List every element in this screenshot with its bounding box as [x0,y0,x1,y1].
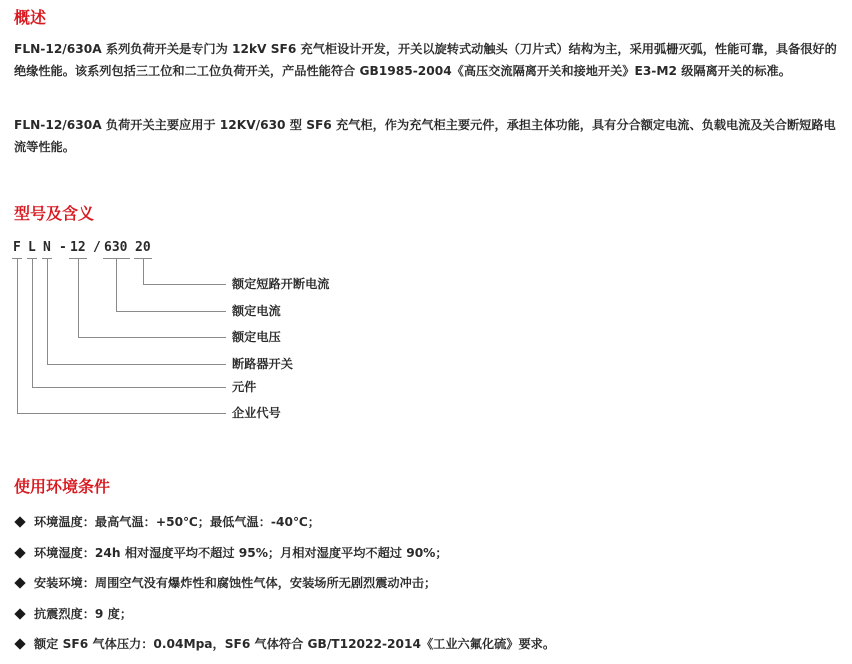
environment-item-seismic: 抗震烈度：9 度； [34,606,133,621]
connector-voltage-v [78,258,79,337]
model-code-diagram [0,230,852,430]
code-part-current: 630 [104,240,128,255]
list-item [14,572,555,603]
overview-paragraph-1: FLN-12/630A 系列负荷开关是专门为 12kV SF6 充气柜设计开发，开关以旋转式动触头（刀片式）结构为主，采用弧栅灭弧，性能可靠，具备很好的绝缘性能。该系列包括三工位和二工位负荷开关，产品性能符合 GB1985-2004《高压交流隔离开关和接地开关》E3-M2 级隔离开关的标准。 [14,42,837,78]
meaning-company-code: 企业代号 [232,406,281,420]
diamond-bullet-icon [14,547,25,558]
model-heading: 型号及含义 [14,204,95,223]
list-item [14,511,555,542]
list-item [14,603,555,634]
connector-f-v [17,258,18,413]
code-part-l: L [28,240,36,255]
meaning-switch: 断路器开关 [232,357,293,371]
diamond-bullet-icon [14,516,25,527]
environment-item-temperature: 环境温度：最高气温：+50℃；最低气温：-40℃； [34,515,320,529]
list-item [14,633,555,664]
code-part-n: N [43,240,51,255]
code-part-voltage: 12 [70,240,86,255]
diamond-bullet-icon [14,638,25,649]
meaning-breaking-current: 额定短路开断电流 [232,277,330,291]
connector-voltage-h [78,337,226,338]
connector-breaking-current-h [143,284,226,285]
diamond-bullet-icon [14,608,25,619]
meaning-component: 元件 [232,380,257,394]
code-part-f: F [13,240,21,255]
list-item [14,542,555,573]
overview-paragraph-2: FLN-12/630A 负荷开关主要应用于 12KV/630 型 SF6 充气柜，作为充气柜主要元件，承担主体功能，具有分合额定电流、负载电流及关合断短路电流等性能。 [14,118,836,154]
connector-current-v [116,258,117,311]
code-part-slash: / [93,240,101,255]
connector-l-h [32,387,226,388]
environment-item-installation: 安装环境：周围空气没有爆炸性和腐蚀性气体，安装场所无剧烈震动冲击； [34,576,437,590]
meaning-rated-voltage: 额定电压 [232,330,281,344]
diamond-bullet-icon [14,577,25,588]
connector-n-h [47,364,226,365]
environment-item-humidity: 环境湿度：24h 相对湿度平均不超过 95%；月相对湿度平均不超过 90%； [34,545,448,560]
code-part-breaking-current: 20 [135,240,151,255]
connector-breaking-current-v [143,258,144,284]
connector-n-v [47,258,48,364]
meaning-rated-current: 额定电流 [232,304,281,318]
connector-l-v [32,258,33,387]
connector-f-h [17,413,226,414]
environment-heading: 使用环境条件 [14,477,111,496]
environment-list [14,511,555,664]
environment-item-sf6-pressure: 额定 SF6 气体压力：0.04Mpa，SF6 气体符合 GB/T12022-2014《工业六氟化硫》要求。 [34,637,556,651]
code-part-dash: - [59,240,67,255]
connector-current-h [116,311,226,312]
overview-heading: 概述 [14,8,47,27]
